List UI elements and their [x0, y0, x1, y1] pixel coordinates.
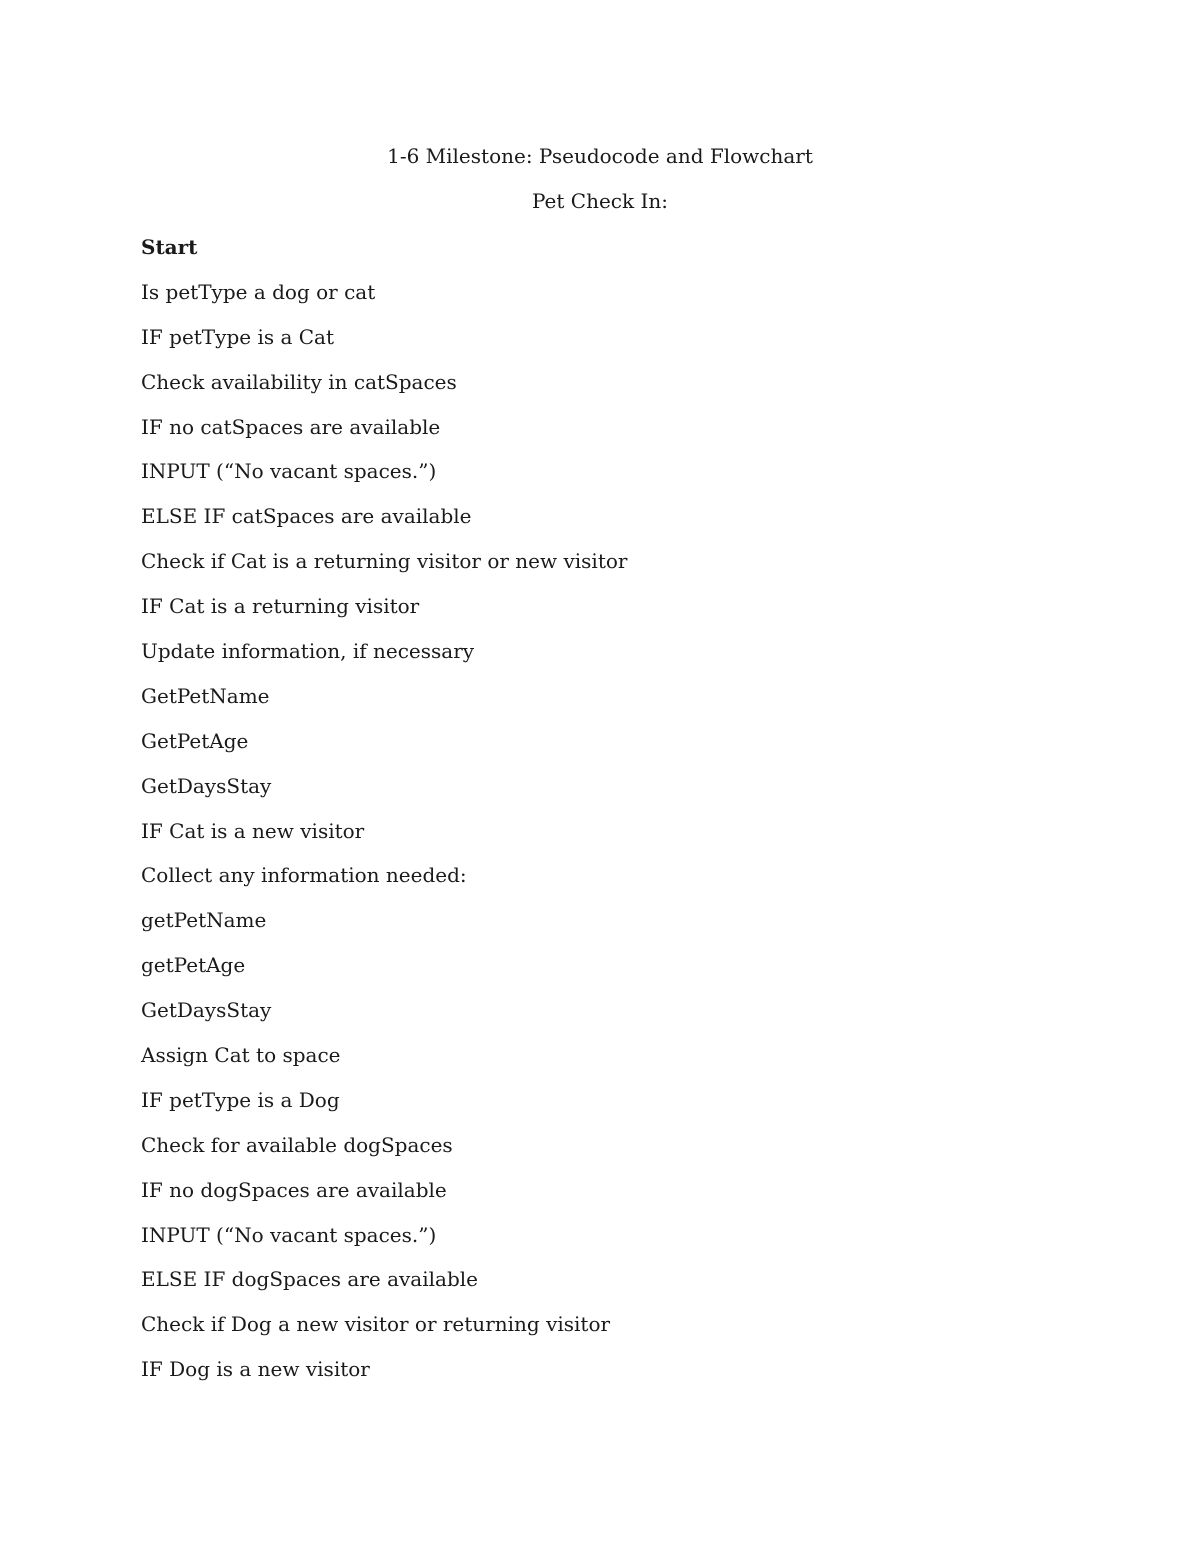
pseudocode-line: Collect any information needed: [141, 863, 467, 888]
pseudocode-line: GetPetName [141, 683, 270, 708]
pseudocode-line-start: Start [141, 235, 198, 259]
pseudocode-line: Check if Dog a new visitor or returning visitor [141, 1312, 611, 1337]
pseudocode-line: GetDaysStay [141, 773, 272, 798]
pseudocode-line: ELSE IF catSpaces are available [141, 504, 472, 529]
pseudocode-line: GetPetAge [141, 728, 249, 753]
pseudocode-line: Check if Cat is a returning visitor or new visitor [141, 549, 628, 574]
pseudocode-line: IF Cat is a returning visitor [141, 594, 420, 619]
pseudocode-line: IF Cat is a new visitor [141, 818, 365, 843]
pseudocode-line: IF no catSpaces are available [141, 414, 441, 439]
pseudocode-line: INPUT (“No vacant spaces.”) [141, 459, 437, 484]
pseudocode-line: IF no dogSpaces are available [141, 1177, 447, 1202]
pseudocode-line: IF petType is a Dog [141, 1087, 340, 1112]
pseudocode-line: IF Dog is a new visitor [141, 1357, 370, 1382]
pseudocode-line: getPetAge [141, 953, 246, 978]
pseudocode-line: ELSE IF dogSpaces are available [141, 1267, 478, 1292]
pseudocode-lines [141, 235, 1121, 1402]
pseudocode-line: Is petType a dog or cat [141, 279, 376, 304]
pseudocode-line: getPetName [141, 908, 267, 933]
pseudocode-line: INPUT (“No vacant spaces.”) [141, 1222, 437, 1247]
pseudocode-line: Check for available dogSpaces [141, 1132, 453, 1157]
document-subtitle: Pet Check In: [531, 189, 668, 213]
pseudocode-line: GetDaysStay [141, 998, 272, 1023]
pseudocode-line: Update information, if necessary [141, 639, 475, 664]
document-title: 1-6 Milestone: Pseudocode and Flowchart [387, 144, 813, 168]
pseudocode-line: Check availability in catSpaces [141, 369, 457, 394]
pseudocode-line: IF petType is a Cat [141, 324, 335, 349]
pseudocode-line: Assign Cat to space [141, 1043, 341, 1068]
